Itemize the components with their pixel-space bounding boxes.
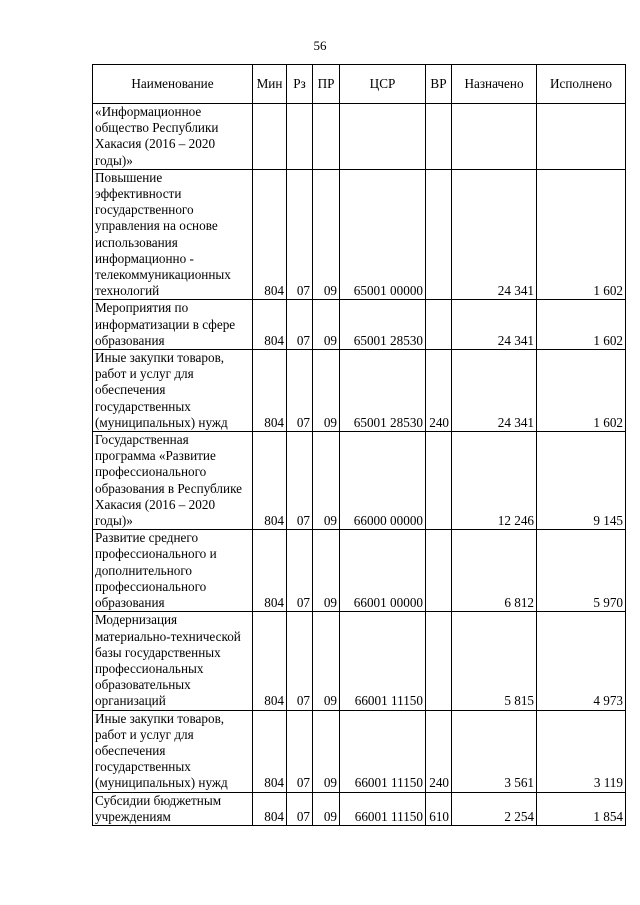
row-min: 804: [253, 710, 287, 792]
row-name: Государственная программа «Развитие профессионального образования в Республике Хакасия (2016 – 2020 годы)»: [93, 432, 253, 530]
page-number: 56: [313, 38, 327, 53]
row-csr: 66001 00000: [340, 530, 426, 612]
row-vr: [426, 169, 452, 300]
row-executed: 3 119: [537, 710, 626, 792]
header-row: [93, 65, 626, 104]
header-name: Наименование: [93, 65, 253, 104]
row-min: 804: [253, 300, 287, 350]
table-row: [93, 300, 626, 350]
row-rz: 07: [287, 350, 313, 432]
row-min: 804: [253, 350, 287, 432]
header-min: Мин: [253, 65, 287, 104]
row-pr: 09: [313, 612, 340, 710]
row-vr: [426, 432, 452, 530]
table-row: [93, 350, 626, 432]
row-rz: [287, 104, 313, 170]
row-pr: [313, 104, 340, 170]
row-assigned: 2 254: [452, 792, 537, 825]
table-row: [93, 792, 626, 825]
row-min: [253, 104, 287, 170]
row-assigned: 24 341: [452, 300, 537, 350]
row-assigned: 3 561: [452, 710, 537, 792]
row-pr: 09: [313, 350, 340, 432]
row-min: 804: [253, 530, 287, 612]
row-rz: 07: [287, 432, 313, 530]
row-rz: 07: [287, 710, 313, 792]
row-csr: 66001 11150: [340, 612, 426, 710]
row-name: Иные закупки товаров, работ и услуг для обеспечения государственных (муниципальных) нужд: [93, 350, 253, 432]
row-assigned: 12 246: [452, 432, 537, 530]
table-row: [93, 432, 626, 530]
row-vr: [426, 104, 452, 170]
header-rz: Рз: [287, 65, 313, 104]
row-assigned: 5 815: [452, 612, 537, 710]
row-name: Иные закупки товаров, работ и услуг для обеспечения государственных (муниципальных) нужд: [93, 710, 253, 792]
row-rz: 07: [287, 530, 313, 612]
row-min: 804: [253, 169, 287, 300]
row-assigned: [452, 104, 537, 170]
row-executed: 1 602: [537, 350, 626, 432]
row-csr: 65001 28530: [340, 300, 426, 350]
row-executed: 5 970: [537, 530, 626, 612]
row-rz: 07: [287, 300, 313, 350]
row-vr: [426, 300, 452, 350]
row-executed: 9 145: [537, 432, 626, 530]
row-csr: 65001 28530: [340, 350, 426, 432]
row-csr: 66001 11150: [340, 710, 426, 792]
row-executed: 1 854: [537, 792, 626, 825]
header-pr: ПР: [313, 65, 340, 104]
row-pr: 09: [313, 792, 340, 825]
row-executed: 4 973: [537, 612, 626, 710]
row-executed: 1 602: [537, 300, 626, 350]
row-csr: 66001 11150: [340, 792, 426, 825]
table-row: [93, 612, 626, 710]
row-rz: 07: [287, 612, 313, 710]
row-assigned: 24 341: [452, 350, 537, 432]
row-pr: 09: [313, 300, 340, 350]
row-vr: [426, 612, 452, 710]
header-executed: Исполнено: [537, 65, 626, 104]
row-csr: [340, 104, 426, 170]
row-assigned: 6 812: [452, 530, 537, 612]
row-pr: 09: [313, 169, 340, 300]
table-row: [93, 169, 626, 300]
row-rz: 07: [287, 792, 313, 825]
header-assigned: Назначено: [452, 65, 537, 104]
row-pr: 09: [313, 530, 340, 612]
header-csr: ЦСР: [340, 65, 426, 104]
row-pr: 09: [313, 432, 340, 530]
row-name: Модернизация материально-технической базы государственных профессиональных образовательных организаций: [93, 612, 253, 710]
row-vr: [426, 530, 452, 612]
row-executed: 1 602: [537, 169, 626, 300]
table-header: [93, 65, 626, 104]
budget-table: [92, 64, 626, 826]
table-row: [93, 104, 626, 170]
row-rz: 07: [287, 169, 313, 300]
row-executed: [537, 104, 626, 170]
row-vr: 240: [426, 710, 452, 792]
row-name: Мероприятия по информатизации в сфере образования: [93, 300, 253, 350]
header-vr: ВР: [426, 65, 452, 104]
row-name: «Информационное общество Республики Хакасия (2016 – 2020 годы)»: [93, 104, 253, 170]
row-vr: 610: [426, 792, 452, 825]
row-name: Повышение эффективности государственного управления на основе использования информационно - телекоммуникационных технологий: [93, 169, 253, 300]
row-min: 804: [253, 612, 287, 710]
row-min: 804: [253, 792, 287, 825]
row-assigned: 24 341: [452, 169, 537, 300]
row-pr: 09: [313, 710, 340, 792]
table-row: [93, 530, 626, 612]
table-row: [93, 710, 626, 792]
row-name: Развитие среднего профессионального и дополнительного профессионального образования: [93, 530, 253, 612]
row-name: Субсидии бюджетным учреждениям: [93, 792, 253, 825]
row-csr: 66000 00000: [340, 432, 426, 530]
row-vr: 240: [426, 350, 452, 432]
row-csr: 65001 00000: [340, 169, 426, 300]
row-min: 804: [253, 432, 287, 530]
table-body: [93, 104, 626, 826]
